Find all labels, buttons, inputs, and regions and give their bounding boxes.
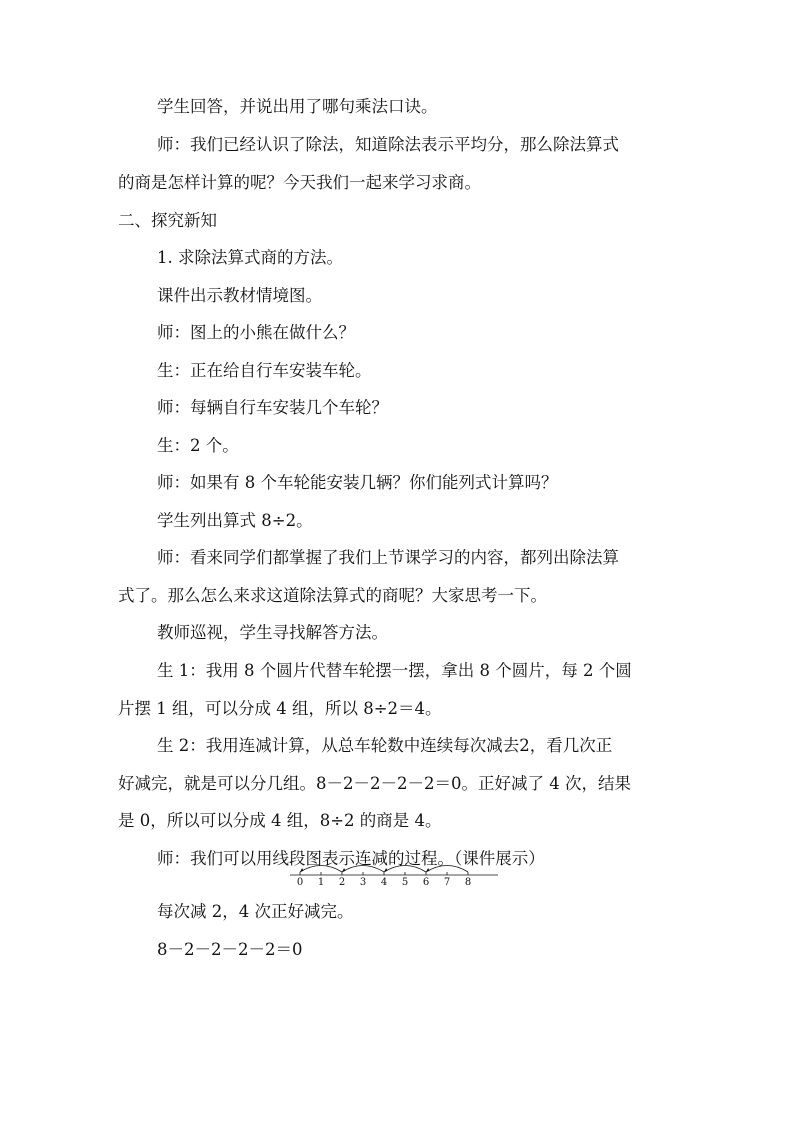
paragraph: 式了。那么怎么来求这道除法算式的商呢？大家思考一下。 (118, 586, 547, 605)
number-line-svg (286, 856, 502, 890)
paragraph: 教师巡视，学生寻找解答方法。 (157, 623, 388, 642)
paragraph: 生：2 个。 (157, 436, 239, 455)
paragraph: 师：我们已经认识了除法，知道除法表示平均分，那么除法算式 (157, 135, 619, 154)
number-line-tick-label: 5 (401, 877, 409, 888)
number-line-tick-label: 0 (296, 877, 304, 888)
number-line-tick-label: 8 (464, 877, 472, 888)
paragraph: 生 2：我用连减计算，从总车轮数中连续每次减去2，看几次正 (157, 736, 613, 755)
subheading: 1. 求除法算式商的方法。 (157, 248, 343, 267)
number-line-diagram (286, 856, 502, 890)
paragraph: 学生列出算式 8÷2。 (157, 511, 313, 530)
number-line-hop-arc (342, 866, 384, 873)
paragraph: 生：正在给自行车安装车轮。 (157, 361, 372, 380)
number-line-tick-label: 1 (317, 877, 325, 888)
number-line-tick-label: 4 (380, 877, 388, 888)
paragraph: 生 1：我用 8 个圆片代替车轮摆一摆，拿出 8 个圆片，每 2 个圆 (157, 661, 632, 680)
paragraph: 学生回答，并说出用了哪句乘法口诀。 (157, 97, 438, 116)
number-line-hop-arc (426, 866, 468, 873)
paragraph: 片摆 1 组，可以分成 4 组，所以 8÷2＝4。 (118, 699, 442, 718)
number-line-hop-arc (384, 866, 426, 873)
paragraph: 师：看来同学们都掌握了我们上节课学习的内容，都列出除法算 (157, 548, 619, 567)
paragraph: 师：图上的小熊在做什么？ (157, 323, 355, 342)
number-line-tick-label: 7 (443, 877, 451, 888)
equation: 8－2－2－2－2＝0 (157, 940, 303, 959)
section-heading: 二、探究新知 (118, 211, 217, 230)
number-line-tick-label: 3 (359, 877, 367, 888)
paragraph: 是 0，所以可以分成 4 组，8÷2 的商是 4。 (118, 811, 442, 830)
paragraph: 好减完，就是可以分几组。8－2－2－2－2＝0。正好减了 4 次，结果 (118, 774, 631, 793)
number-line-tick-label: 2 (338, 877, 346, 888)
paragraph: 课件出示教材情境图。 (157, 286, 322, 305)
paragraph: 师：每辆自行车安装几个车轮？ (157, 398, 388, 417)
number-line-hop-arc (300, 866, 342, 873)
paragraph: 每次减 2，4 次正好减完。 (157, 902, 354, 921)
number-line-tick-label: 6 (422, 877, 430, 888)
paragraph: 的商是怎样计算的呢？今天我们一起来学习求商。 (118, 173, 481, 192)
paragraph: 师：我们可以用线段图表示连减的过程。（课件展示） (157, 849, 545, 868)
paragraph: 师：如果有 8 个车轮能安装几辆？你们能列式计算吗？ (157, 473, 558, 492)
